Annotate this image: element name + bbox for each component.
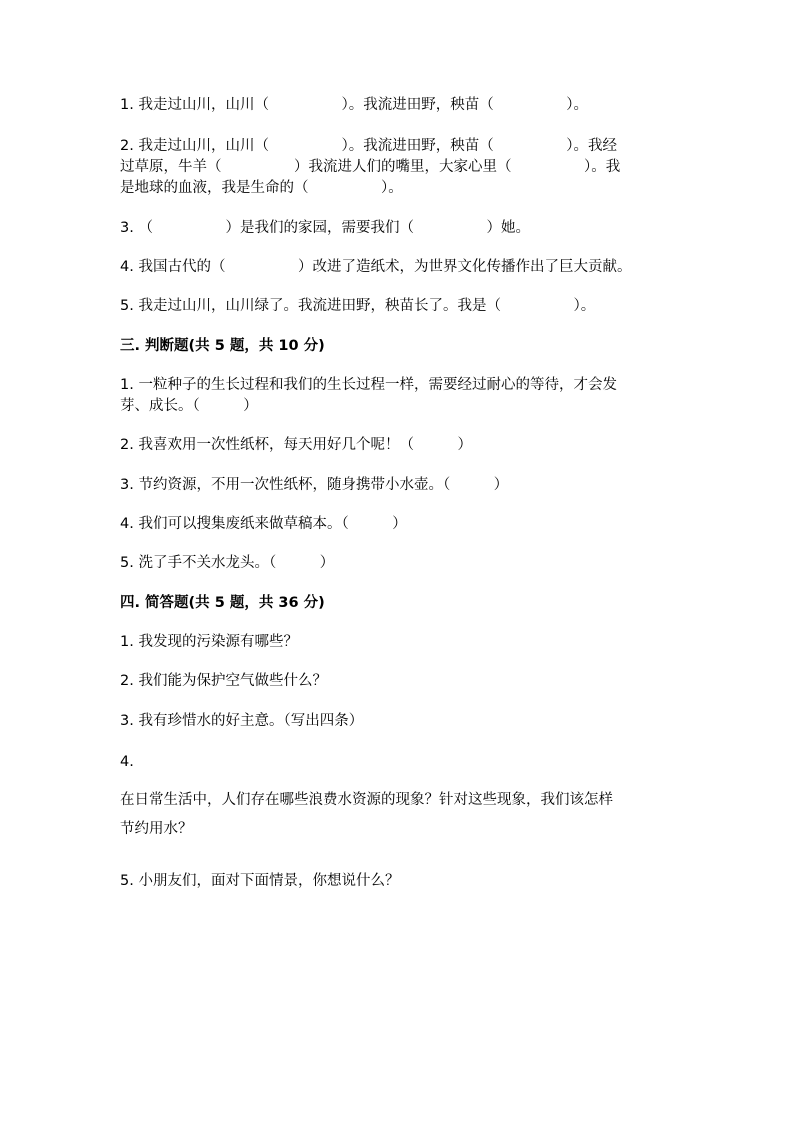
fill-question-3: 3. （ ）是我们的家园，需要我们（ ）她。 [120,220,530,236]
judgment-question-1-line-2: 芽、成长。（ ） [120,398,258,414]
short-answer-question-1: 1. 我发现的污染源有哪些？ [120,634,298,650]
short-answer-question-4-line-1: 在日常生活中，人们存在哪些浪费水资源的现象？针对这些现象，我们该怎样 [120,792,613,808]
short-answer-question-4-line-2: 节约用水？ [120,821,193,837]
judgment-question-1-line-1: 1. 一粒种子的生长过程和我们的生长过程一样，需要经过耐心的等待，才会发 [120,377,617,393]
fill-question-1: 1. 我走过山川，山川（ ）。我流进田野，秧苗（ ）。 [120,97,588,113]
short-answer-question-3: 3. 我有珍惜水的好主意。（写出四条） [120,713,364,729]
fill-question-5: 5. 我走过山川，山川绿了。我流进田野，秧苗长了。我是（ ）。 [120,298,596,314]
judgment-question-3: 3. 节约资源，不用一次性纸杯，随身携带小水壶。（ ） [120,477,509,493]
fill-question-2-line-3: 是地球的血液，我是生命的（ ）。 [120,180,403,196]
fill-question-2-line-1: 2. 我走过山川，山川（ ）。我流进田野，秧苗（ ）。我经 [120,138,617,154]
short-answer-question-2: 2. 我们能为保护空气做些什么？ [120,673,327,689]
judgment-question-5: 5. 洗了手不关水龙头。（ ） [120,555,335,571]
section-title-judgment: 三. 判断题(共 5 题，共 10 分) [120,338,325,354]
section-title-short-answer: 四. 简答题(共 5 题，共 36 分) [120,595,325,611]
short-answer-question-5: 5. 小朋友们，面对下面情景，你想说什么？ [120,873,400,889]
judgment-question-4: 4. 我们可以搜集废纸来做草稿本。（ ） [120,516,407,532]
fill-question-4: 4. 我国古代的（ ）改进了造纸术，为世界文化传播作出了巨大贡献。 [120,259,632,275]
fill-question-2-line-2: 过草原，牛羊（ ）我流进人们的嘴里，大家心里（ ）。我 [120,159,621,175]
judgment-question-2: 2. 我喜欢用一次性纸杯，每天用好几个呢！（ ） [120,437,472,453]
short-answer-question-4-number: 4. [120,754,134,770]
